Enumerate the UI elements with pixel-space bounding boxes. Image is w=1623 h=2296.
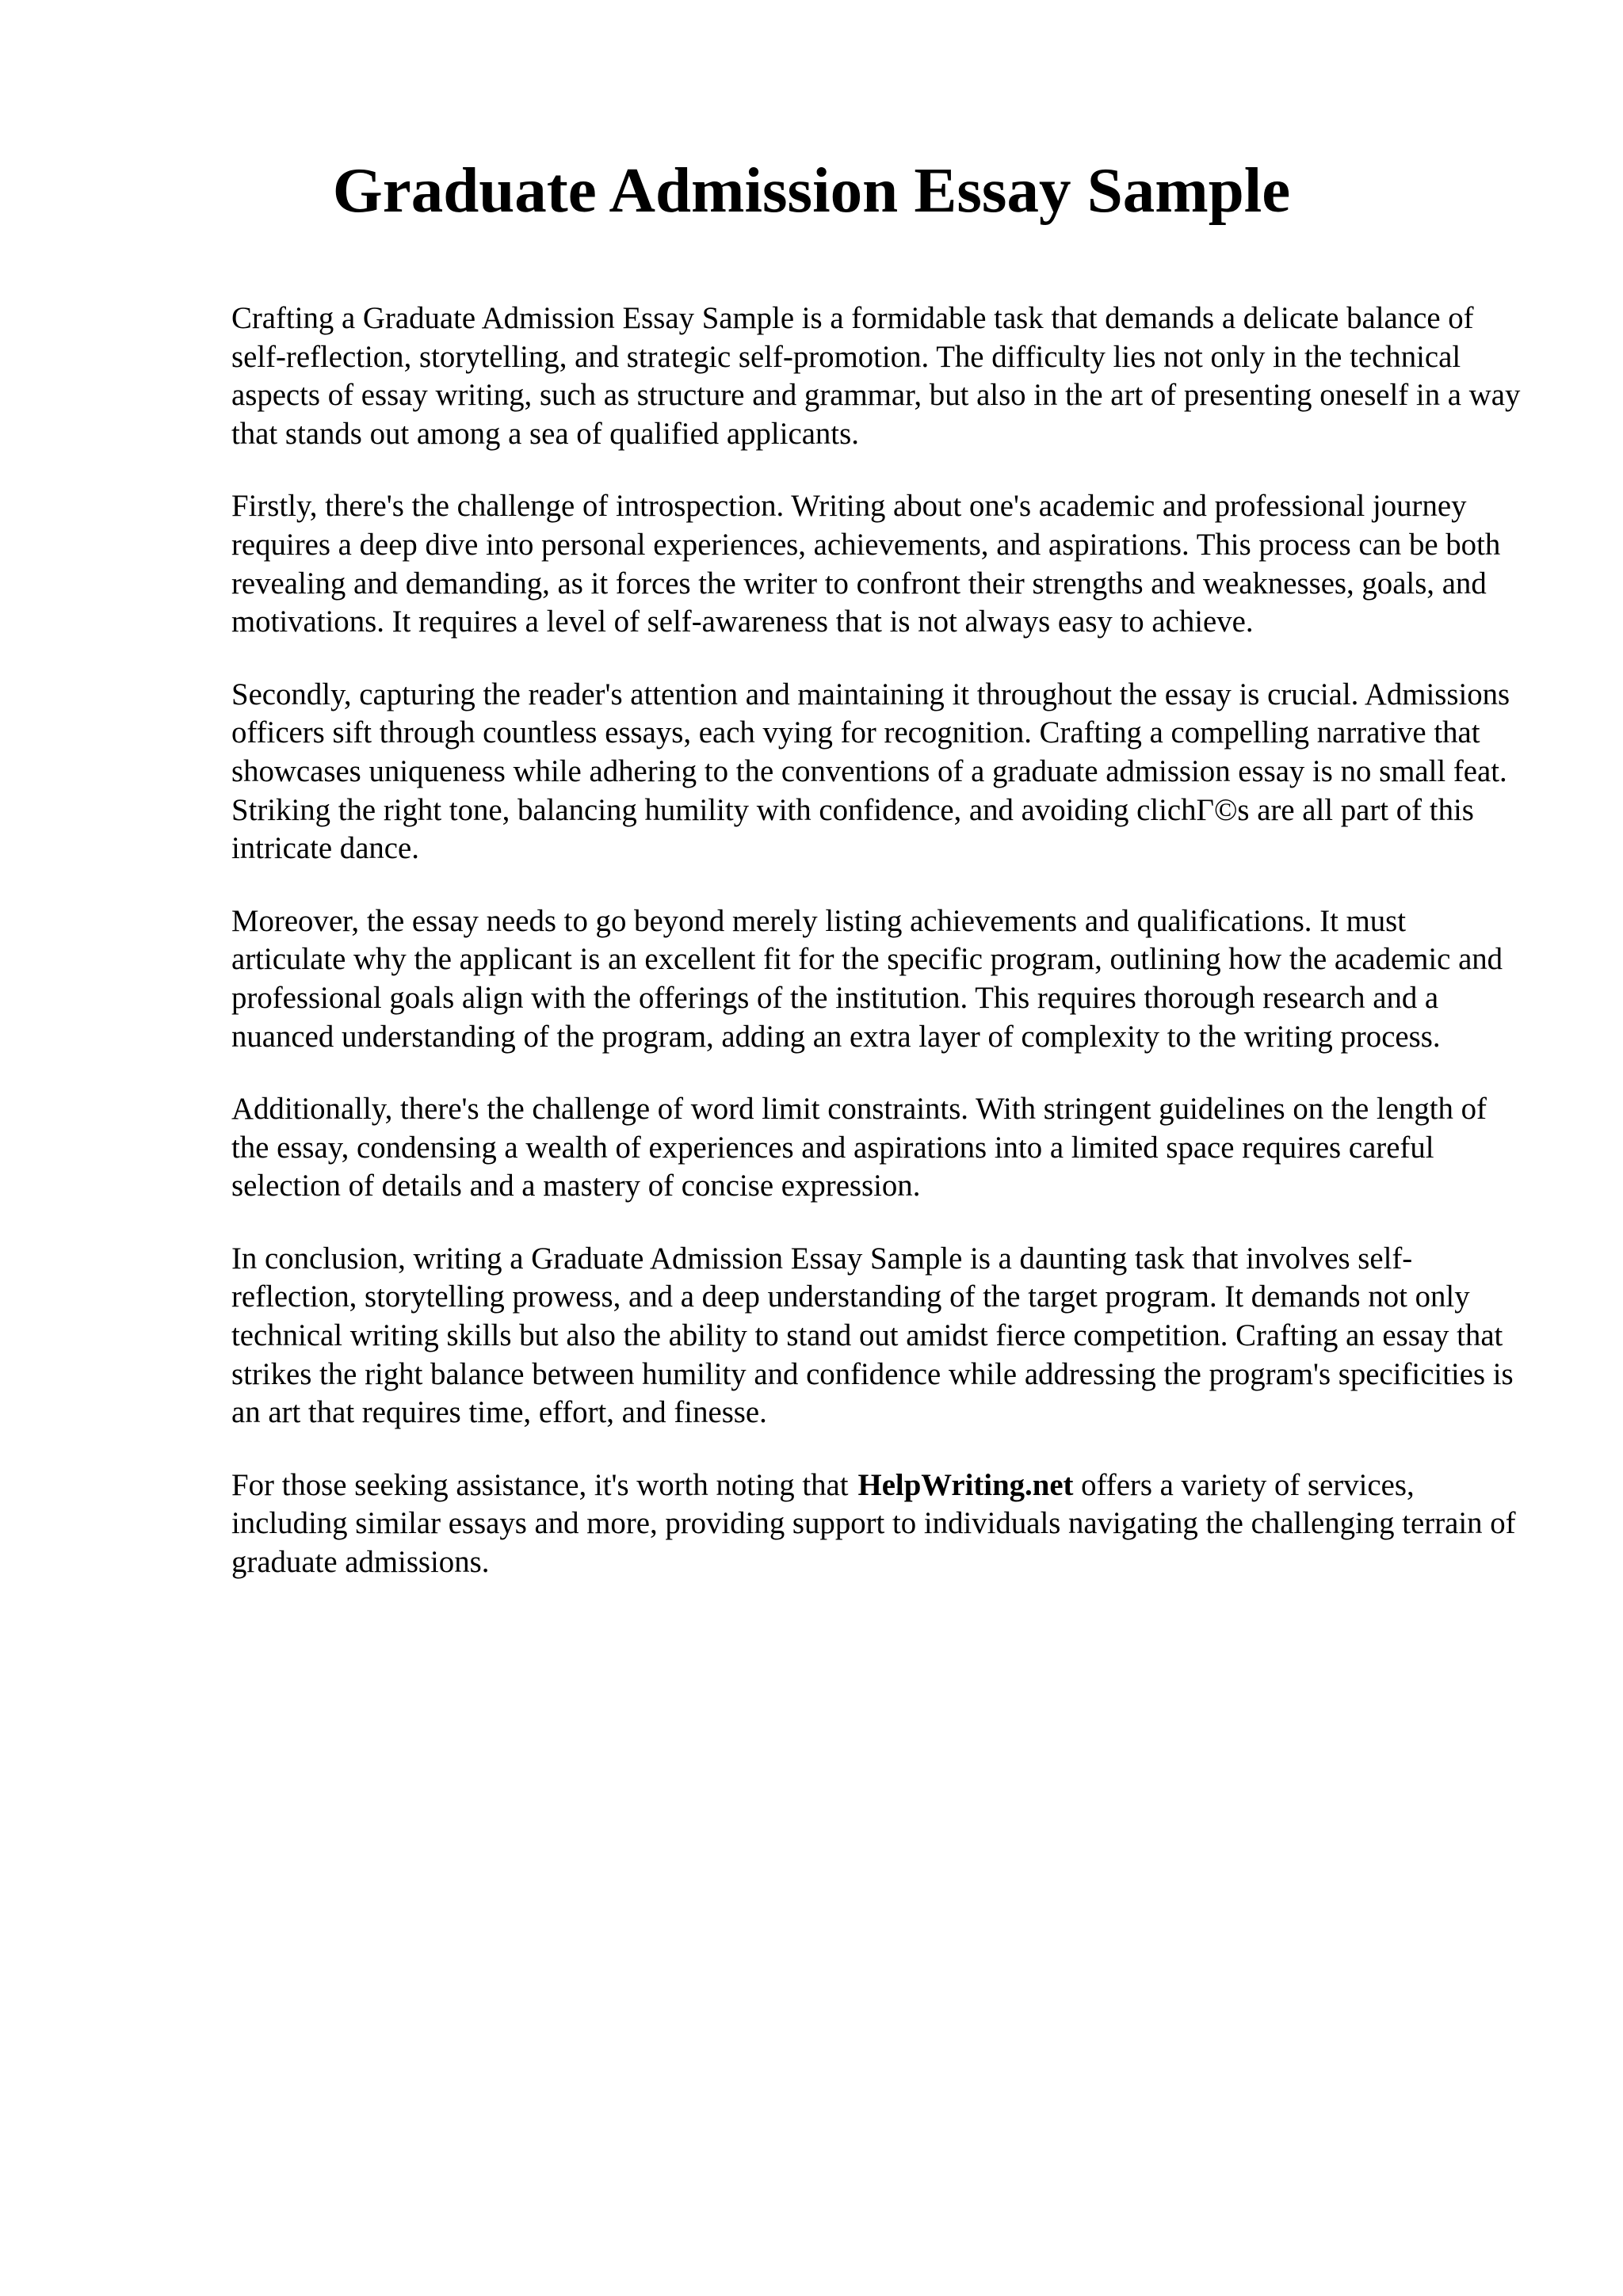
closing-paragraph	[231, 1466, 1527, 1582]
closing-text-before: For those seeking assistance, it's worth noting that	[231, 1467, 849, 1502]
helpwriting-brand-link[interactable]: HelpWriting.net	[857, 1467, 1074, 1502]
page-title: Graduate Admission Essay Sample	[332, 154, 1291, 226]
paragraph-1: Crafting a Graduate Admission Essay Sample is a formidable task that demands a delicate balance of self-reflection, storytelling, and strategic self-promotion. The difficulty lies not only in the technical aspects of essay writing, such as structure and grammar, but also in the art of presenting oneself in a way that stands out among a sea of qualified applicants.	[231, 301, 1521, 451]
paragraph-4: Moreover, the essay needs to go beyond merely listing achievements and qualifications. It must articulate why the applicant is an excellent fit for the specific program, outlining how the academic and professional goals align with the offerings of the institution. This requires thorough research and a nuanced understanding of the program, adding an extra layer of complexity to the writing process.	[231, 903, 1503, 1054]
paragraph-5: Additionally, there's the challenge of word limit constraints. With stringent guidelines on the length of the essay, condensing a wealth of experiences and aspirations into a limited space requires careful selection of details and a mastery of concise expression.	[231, 1092, 1487, 1203]
paragraph-2: Firstly, there's the challenge of introspection. Writing about one's academic and professional journey requires a deep dive into personal experiences, achievements, and aspirations. This process can be both revealing and demanding, as it forces the writer to confront their strengths and weaknesses, goals, and motivations. It requires a level of self-awareness that is not always easy to achieve.	[231, 489, 1501, 639]
closing-text-after: offers a variety of services, including similar essays and more, providing support to individuals navigating the challenging terrain of graduate admissions.	[231, 1467, 1516, 1580]
essay-body	[231, 299, 1527, 1616]
paragraph-3: Secondly, capturing the reader's attention and maintaining it throughout the essay is crucial. Admissions officers sift through countless essays, each vying for recognition. Crafting a compelling narrative that showcases uniqueness while adhering to the conventions of a graduate admission essay is no small feat. Striking the right tone, balancing humility with confidence, and avoiding clichГ©s are all part of this intricate dance.	[231, 677, 1510, 866]
paragraph-6: In conclusion, writing a Graduate Admission Essay Sample is a daunting task that involves self-reflection, storytelling prowess, and a deep understanding of the target program. It demands not only technical writing skills but also the ability to stand out amidst fierce competition. Crafting an essay that strikes the right balance between humility and confidence while addressing the program's specificities is an art that requires time, effort, and finesse.	[231, 1241, 1514, 1430]
